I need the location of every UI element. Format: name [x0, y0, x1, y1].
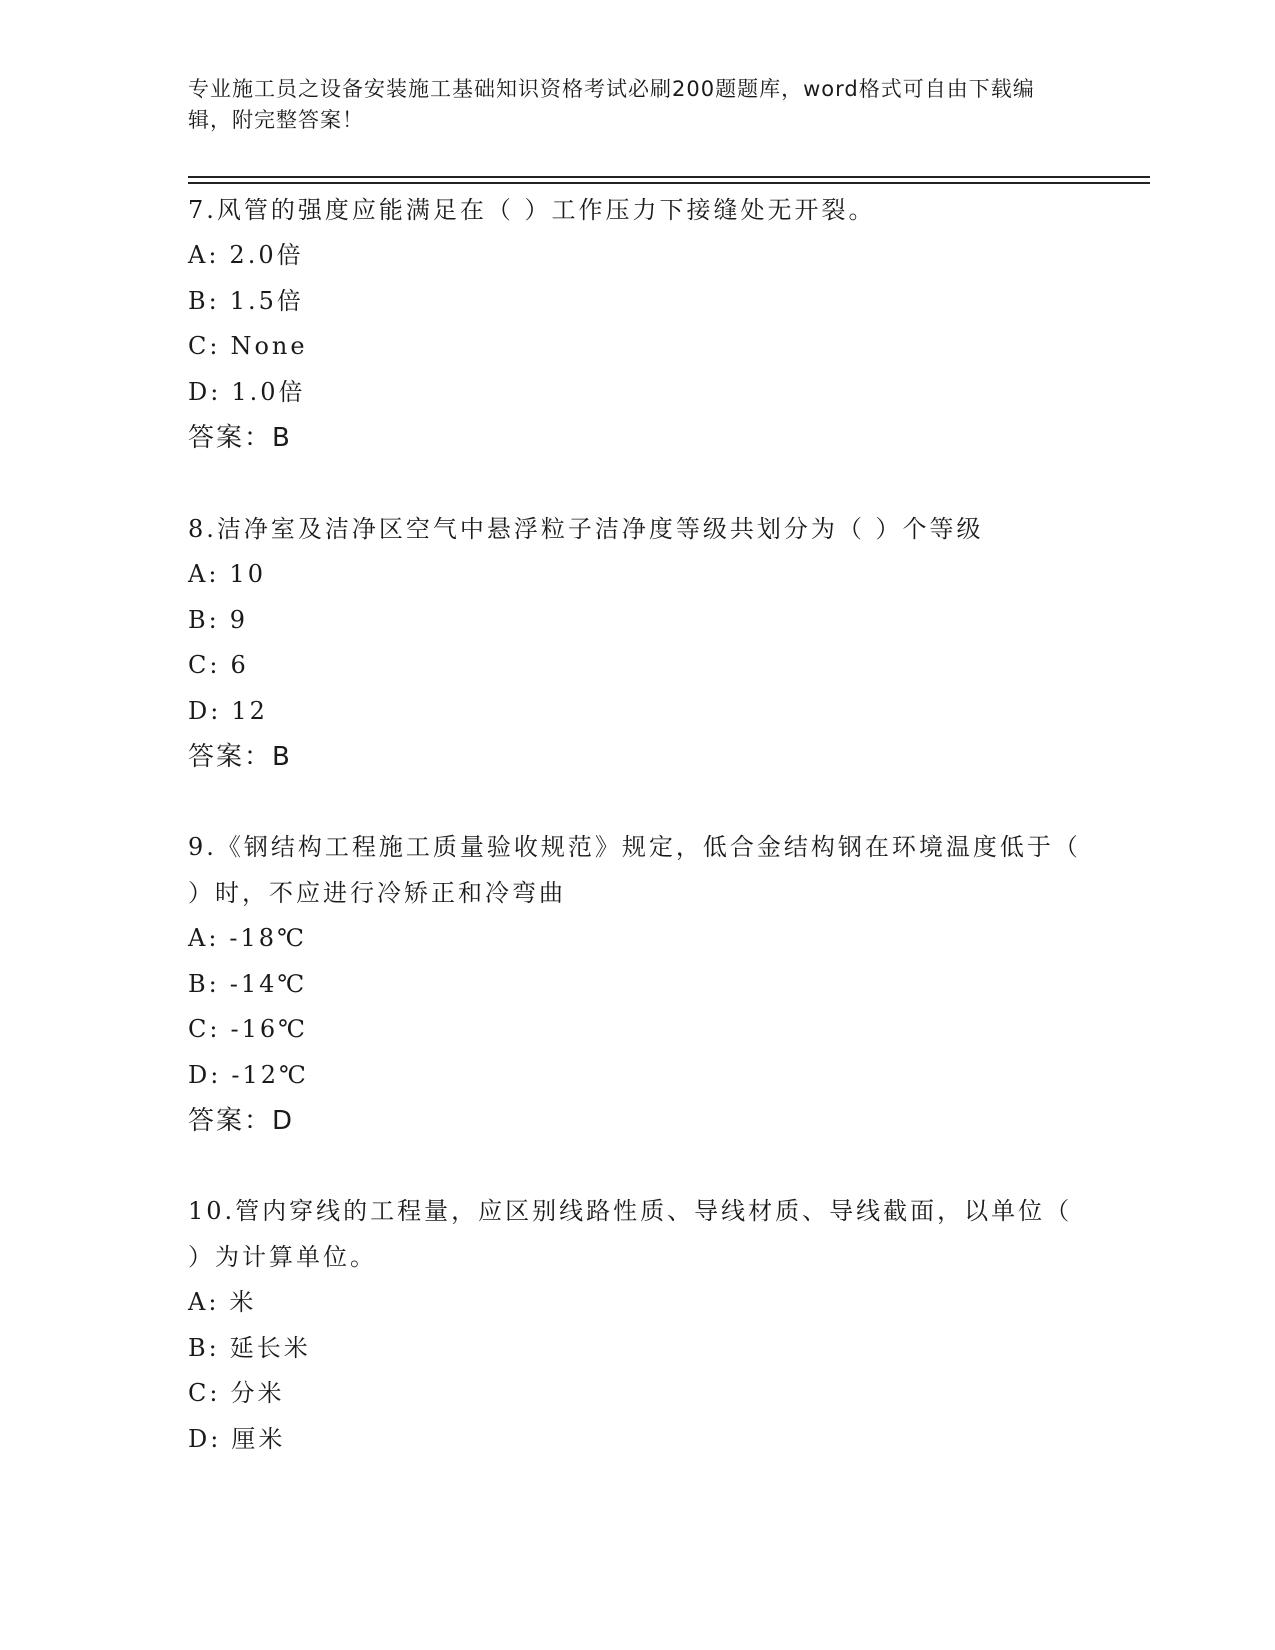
option-letter: B:	[188, 286, 220, 315]
question-stem: 10.管内穿线的工程量，应区别线路性质、导线材质、导线截面，以单位（ ）为计算单位。	[188, 1197, 1073, 1271]
option-letter: C:	[188, 1015, 221, 1043]
header-divider-bottom	[188, 182, 1150, 184]
option-letter: A:	[188, 1288, 220, 1316]
option-text: 10	[229, 560, 266, 588]
option-text: 延长米	[229, 1333, 311, 1362]
option-text: 9	[229, 605, 249, 634]
option-letter: C:	[188, 651, 221, 679]
option-letter: D:	[188, 377, 222, 406]
option-letter: D:	[188, 696, 222, 725]
option-letter: D:	[188, 1060, 222, 1089]
option-text: 分米	[230, 1379, 285, 1407]
option-text: 厘米	[231, 1424, 286, 1453]
option-d	[188, 689, 1088, 735]
option-text: 12	[231, 696, 268, 725]
option-letter: D:	[188, 1424, 222, 1453]
option-d	[188, 370, 1088, 416]
option-b	[188, 598, 1088, 644]
question-stem: 9.《钢结构工程施工质量验收规范》规定，低合金结构钢在环境温度低于（ ）时，不应进行冷矫正和冷弯曲	[188, 833, 1081, 907]
option-text: -12℃	[231, 1060, 309, 1089]
option-letter: A:	[188, 560, 220, 588]
option-letter: B:	[188, 1333, 220, 1362]
option-letter: B:	[188, 969, 220, 998]
option-d	[188, 1417, 1088, 1463]
option-text: 1.0倍	[231, 377, 306, 406]
option-letter: B:	[188, 605, 220, 634]
header-divider-top	[188, 176, 1150, 178]
option-text: 2.0倍	[229, 241, 304, 269]
question-7	[188, 187, 1088, 461]
option-text: -18℃	[229, 924, 307, 952]
option-a	[188, 916, 1088, 962]
option-text: -16℃	[230, 1015, 308, 1043]
question-10	[188, 1188, 1088, 1462]
option-b	[188, 962, 1088, 1008]
option-letter: A:	[188, 241, 220, 269]
option-letter: C:	[188, 332, 221, 360]
option-c	[188, 324, 1088, 370]
question-8	[188, 506, 1088, 780]
option-d	[188, 1053, 1088, 1099]
option-text: None	[230, 332, 308, 360]
answer-line: 答案：B	[188, 423, 292, 453]
option-a	[188, 233, 1088, 279]
answer-line: 答案：B	[188, 742, 292, 772]
question-9	[188, 824, 1088, 1144]
option-text: 6	[230, 651, 249, 679]
option-letter: A:	[188, 924, 220, 952]
option-b	[188, 1326, 1088, 1372]
option-c	[188, 643, 1088, 689]
answer-line: 答案：D	[188, 1106, 295, 1136]
option-letter: C:	[188, 1379, 221, 1407]
option-text: 1.5倍	[229, 286, 304, 315]
option-c	[188, 1371, 1088, 1417]
option-c	[188, 1007, 1088, 1053]
option-a	[188, 552, 1088, 598]
option-text: 米	[229, 1288, 257, 1316]
document-header: 专业施工员之设备安装施工基础知识资格考试必刷200题题库，word格式可自由下载编辑，附完整答案！	[188, 77, 1035, 132]
option-text: -14℃	[229, 969, 308, 998]
question-stem: 7.风管的强度应能满足在（ ）工作压力下接缝处无开裂。	[188, 196, 876, 224]
option-b	[188, 279, 1088, 325]
question-stem: 8.洁净室及洁净区空气中悬浮粒子洁净度等级共划分为（ ）个等级	[188, 515, 984, 543]
option-a	[188, 1280, 1088, 1326]
